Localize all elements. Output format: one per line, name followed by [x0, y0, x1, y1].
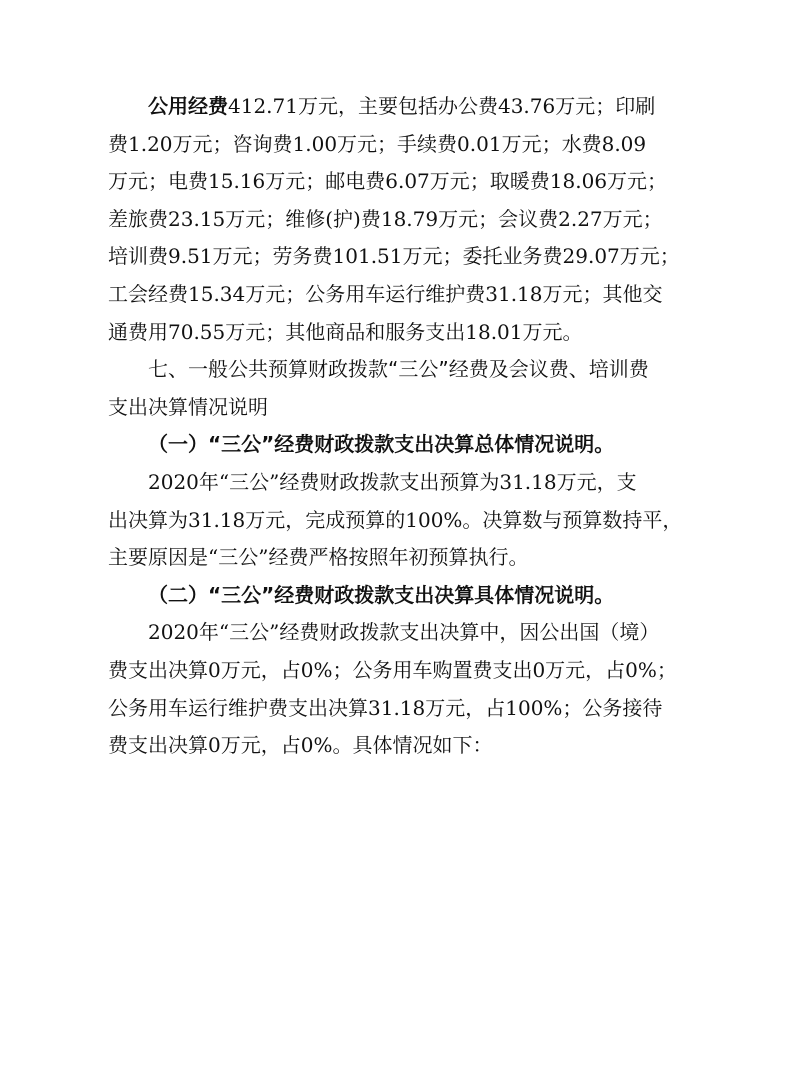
- section-7-heading-line-1: 七、一般公共预算财政拨款“三公”经费及会议费、培训费: [148, 357, 649, 382]
- public-expense-line-3: 万元；电费15.16万元；邮电费6.07万元；取暖费18.06万元；: [108, 169, 668, 194]
- public-expense-text-1: 412.71万元，主要包括办公费43.76万元；印刷: [228, 94, 656, 118]
- public-expense-line-1: [108, 88, 694, 126]
- public-expense-line-6: 工会经费15.34万元；公务用车运行维护费31.18万元；其他交: [108, 281, 663, 306]
- subsection-1-line-2: 出决算为31.18万元，完成预算的100%。决算数与预算数持平，: [108, 507, 683, 532]
- public-expense-line-5: 培训费9.51万元；劳务费101.51万元；委托业务费29.07万元；: [108, 244, 680, 269]
- subsection-1-heading: （一）“三公”经费财政拨款支出决算总体情况说明。: [148, 432, 615, 457]
- public-expense-line-4: 差旅费23.15万元；维修(护)费18.79万元；会议费2.27万元；: [108, 206, 663, 231]
- document-page: [108, 88, 694, 765]
- subsection-2-line-1: 2020年“三公”经费财政拨款支出决算中，因公出国（境）: [148, 620, 660, 645]
- subsection-2-heading: （二）“三公”经费财政拨款支出决算具体情况说明。: [148, 582, 615, 607]
- subsection-2-line-4: 费支出决算0万元，占0%。具体情况如下：: [108, 733, 493, 758]
- section-7-heading-line-2: 支出决算情况说明: [108, 394, 268, 419]
- subsection-2-line-3: 公务用车运行维护费支出决算31.18万元，占100%；公务接待: [108, 695, 663, 720]
- public-expense-line-2: 费1.20万元；咨询费1.00万元；手续费0.01万元；水费8.09: [108, 131, 647, 156]
- subsection-1-line-1: 2020年“三公”经费财政拨款支出预算为31.18万元，支: [148, 469, 637, 494]
- public-expense-label: 公用经费: [148, 94, 228, 118]
- public-expense-line-7: 通费用70.55万元；其他商品和服务支出18.01万元。: [108, 319, 583, 344]
- subsection-2-line-2: 费支出决算0万元，占0%；公务用车购置费支出0万元，占0%；: [108, 657, 677, 682]
- subsection-1-line-3: 主要原因是“三公”经费严格按照年初预算执行。: [108, 545, 529, 570]
